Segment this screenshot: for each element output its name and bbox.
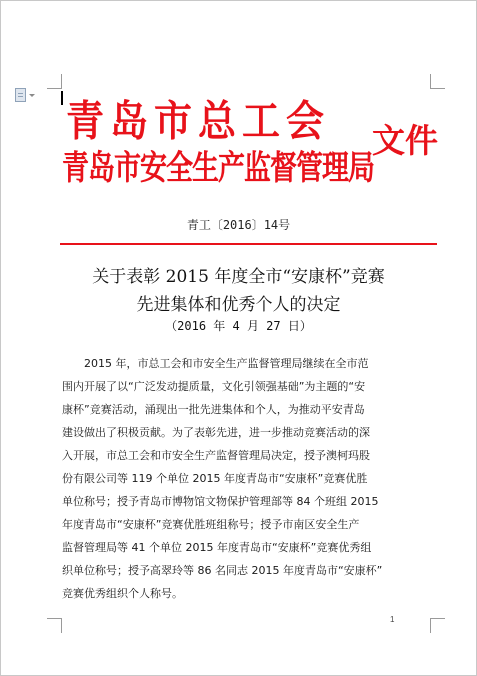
body-line: 年度青岛市“安康杯”竞赛优胜班组称号；授予市南区安全生产 (62, 518, 360, 531)
body-line: 建设做出了积极贡献。为了表彰先进，进一步推动竞赛活动的深 (62, 426, 370, 439)
body-line: 康杯”竞赛活动，涌现出一批先进集体和个人，为推动平安青岛 (62, 403, 365, 416)
document-icon (15, 88, 26, 102)
margin-marker-bottom-right (430, 618, 445, 633)
body-line: 单位称号；授予青岛市博物馆文物保护管理部等 84 个班组 2015 (62, 495, 379, 508)
margin-marker-bottom-left (47, 618, 62, 633)
header-file-suffix: 文件 (372, 121, 438, 160)
body-line: 竞赛优秀组织个人称号。 (62, 587, 183, 600)
document-body[interactable] (62, 352, 417, 605)
header-org-line2: 青岛市安全生产监督管理局 (62, 148, 374, 188)
body-line: 入开展，市总工会和市安全生产监督管理局决定，授予澳柯玛股 (62, 449, 370, 462)
margin-marker-top-right (430, 74, 445, 89)
document-date: （2016 年 4 月 27 日） (165, 319, 312, 333)
body-line: 织单位称号；授予高翠玲等 86 名同志 2015 年度青岛市“安康杯” (62, 564, 383, 577)
page-number: 1 (390, 615, 395, 624)
document-title-line2: 先进集体和优秀个人的决定 (136, 295, 341, 315)
paste-options-button[interactable] (15, 88, 35, 102)
text-cursor (61, 91, 63, 105)
body-line: 监督管理局等 41 个单位 2015 年度青岛市“安康杯”竞赛优秀组 (62, 541, 372, 554)
header-org-line1: 青岛市总工会 (66, 95, 331, 146)
document-number: 青工〔2016〕14号 (186, 218, 291, 232)
body-line: 围内开展了以“广泛发动提质量，文化引领强基础”为主题的“安 (62, 380, 366, 393)
margin-marker-top-left (47, 74, 62, 89)
body-line: 2015 年，市总工会和市安全生产监督管理局继续在全市范 (62, 357, 369, 370)
caret-down-icon (29, 94, 35, 97)
body-line: 份有限公司等 119 个单位 2015 年度青岛市“安康杯”竞赛优胜 (62, 472, 368, 485)
document-title-line1: 关于表彰 2015 年度全市“安康杯”竞赛 (92, 267, 385, 287)
red-divider (60, 243, 437, 245)
